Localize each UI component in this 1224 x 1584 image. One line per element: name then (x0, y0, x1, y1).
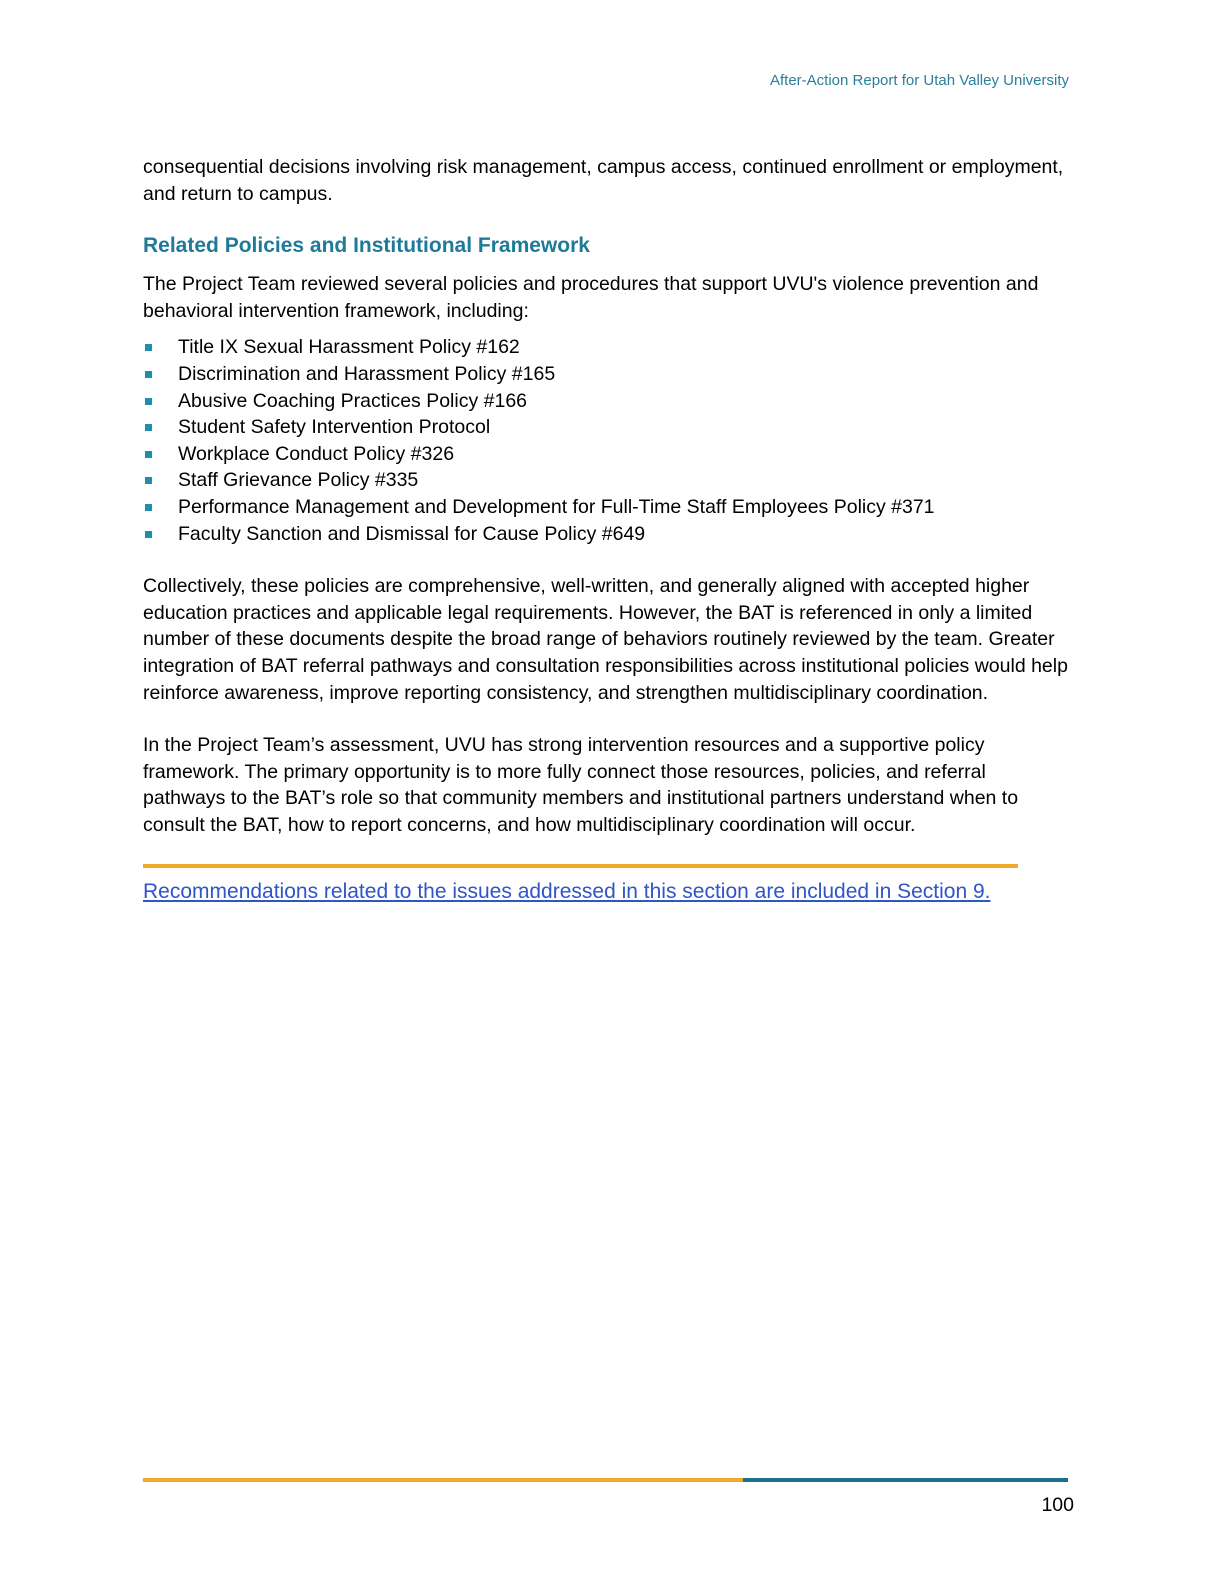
square-bullet-icon (145, 504, 152, 511)
list-item (143, 494, 1068, 521)
square-bullet-icon (145, 451, 152, 458)
footer-rule (143, 1478, 1068, 1482)
continuation-paragraph: consequential decisions involving risk management, campus access, continued enrollment or employment, and return to campus. (143, 156, 1064, 205)
list-item-text: Staff Grievance Policy #335 (178, 469, 419, 492)
list-item (143, 467, 1068, 494)
section-divider (143, 864, 1018, 868)
square-bullet-icon (145, 424, 152, 431)
intro-paragraph: The Project Team reviewed several policies and procedures that support UVU's violence prevention and behavioral intervention framework, including: (143, 273, 1039, 322)
square-bullet-icon (145, 477, 152, 484)
square-bullet-icon (145, 344, 152, 351)
list-item-text: Workplace Conduct Policy #326 (178, 442, 455, 465)
recommendations-link[interactable]: Recommendations related to the issues addressed in this section are included in Section 9. (143, 880, 991, 904)
square-bullet-icon (145, 531, 152, 538)
list-item-text: Title IX Sexual Harassment Policy #162 (178, 336, 520, 359)
list-item (143, 521, 1068, 548)
body-paragraph-policies: Collectively, these policies are comprehensive, well-written, and generally aligned with accepted higher education practices and applicable legal requirements. However, the BAT is referenced in only a limited number of these documents despite the broad range of behaviors routinely reviewed by the team. Greater integration of BAT referral pathways and consultation responsibilities across institutional policies would help reinforce awareness, improve reporting consistency, and strengthen multidisciplinary coordination. (143, 575, 1068, 704)
footer-rule-gold-segment (143, 1478, 743, 1482)
body-paragraph-assessment: In the Project Team’s assessment, UVU has strong intervention resources and a supportive policy framework. The primary opportunity is to more fully connect those resources, policies, and referral pathways to the BAT’s role so that community members and institutional partners understand when to consult the BAT, how to report concerns, and how multidisciplinary coordination will occur. (143, 734, 1019, 836)
list-item-text: Performance Management and Development for Full-Time Staff Employees Policy #371 (178, 495, 935, 518)
footer-rule-teal-segment (743, 1478, 1068, 1482)
square-bullet-icon (145, 398, 152, 405)
section-heading: Related Policies and Institutional Framework (143, 234, 590, 258)
list-item (143, 441, 1068, 468)
running-header: After-Action Report for Utah Valley University (770, 72, 1069, 89)
list-item (143, 388, 1068, 415)
list-item (143, 361, 1068, 388)
list-item-text: Faculty Sanction and Dismissal for Cause Policy #649 (178, 522, 646, 545)
list-item (143, 334, 1068, 361)
list-item-text: Discrimination and Harassment Policy #165 (178, 362, 556, 385)
list-item (143, 414, 1068, 441)
square-bullet-icon (145, 371, 152, 378)
page-number: 100 (1041, 1494, 1074, 1516)
page-content (143, 154, 1068, 906)
list-item-text: Student Safety Intervention Protocol (178, 416, 491, 439)
policy-list (143, 334, 1068, 547)
list-item-text: Abusive Coaching Practices Policy #166 (178, 389, 528, 412)
